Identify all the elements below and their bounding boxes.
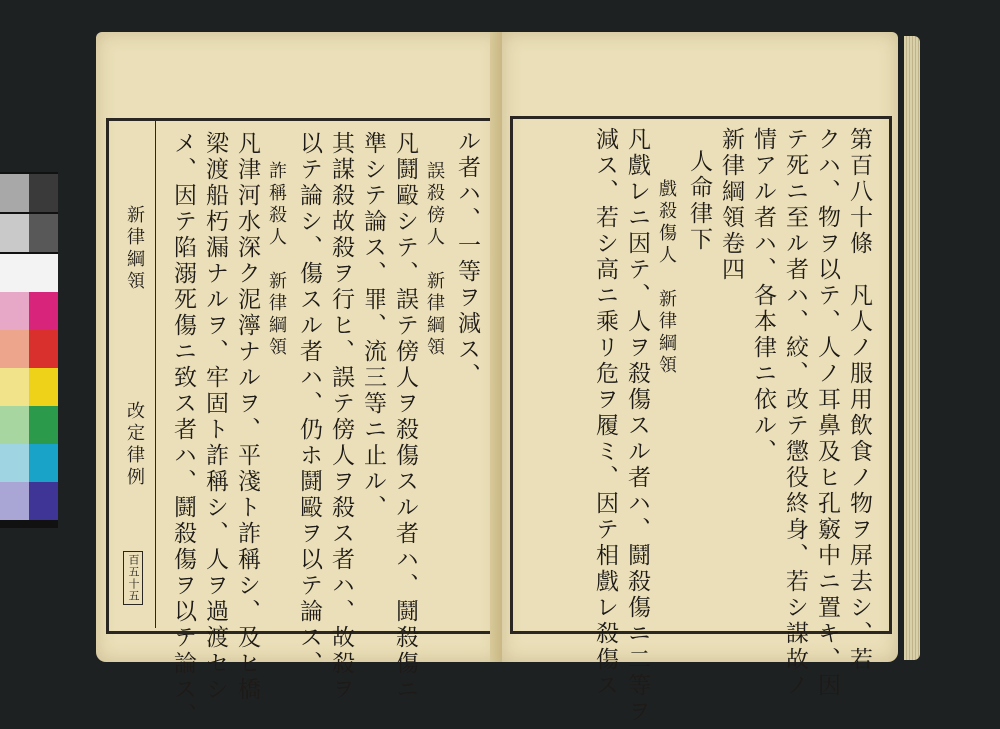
text-column: 以テ論シ、傷スル者ハ、仍ホ鬪毆ヲ以テ論ス、 (296, 131, 322, 677)
open-book (92, 20, 920, 729)
left-page (96, 32, 500, 729)
swatch (0, 406, 29, 444)
swatch (0, 330, 29, 368)
right-page (502, 32, 898, 725)
text-column: 其謀殺故殺ヲ行ヒ、誤テ傍人ヲ殺ス者ハ、故殺ヲ (328, 131, 354, 703)
section-heading: 詐稱殺人 新律綱領 (266, 161, 287, 359)
text-column: 梁渡船朽漏ナルヲ、牢固ト詐稱シ、人ヲ過渡セシ (202, 131, 228, 703)
swatch (29, 444, 58, 482)
swatch (0, 292, 29, 330)
swatch (29, 292, 58, 330)
volume-title: 新律綱領卷四 (718, 127, 744, 283)
text-column: 凡鬪毆シテ、誤テ傍人ヲ殺傷スル者ハ、鬪殺傷ニ (392, 131, 418, 703)
color-calibration-chart (0, 172, 58, 528)
text-column: テ死ニ至ル者ハ、絞、改テ懲役終身、若シ謀故ノ (782, 127, 808, 699)
swatch (0, 368, 29, 406)
swatch (0, 254, 58, 292)
swatch (0, 444, 29, 482)
text-column: 準シテ論ス、罪、流三等ニ止ル、 (360, 131, 386, 521)
text-column: 凡戲レニ因テ、人ヲ殺傷スル者ハ、鬪殺傷ニ二等ヲ (624, 127, 650, 725)
swatch (0, 174, 29, 212)
swatch (29, 406, 58, 444)
article-text-column: 第百八十條 凡人ノ服用飲食ノ物ヲ屏去シ、若 (846, 127, 872, 673)
text-column: 情アル者ハ、各本律ニ依ル、 (750, 127, 776, 465)
swatch (29, 214, 58, 252)
swatch (29, 368, 58, 406)
text-column: 凡津河水深ク泥濘ナルヲ、平淺ト詐稱シ、及ヒ橋 (234, 131, 260, 703)
text-column: クハ、物ヲ以テ、人ノ耳鼻及ヒ孔竅中ニ置キ、因 (814, 127, 840, 699)
swatch (29, 174, 58, 212)
swatch (29, 482, 58, 520)
swatch (0, 214, 29, 252)
margin-book-title: 新律綱領 (124, 205, 145, 293)
text-column: 減ス、若シ高ニ乘リ危ヲ履ミ、因テ相戲レ殺傷ス (592, 127, 618, 699)
text-column: メ、因テ陷溺死傷ニ致ス者ハ、鬪殺傷ヲ以テ論ス、 (170, 131, 196, 729)
swatch (0, 482, 29, 520)
chapter-title: 人命律下 (686, 149, 712, 253)
section-heading: 誤殺傍人 新律綱領 (424, 161, 445, 359)
page-number: 百五十五 (123, 551, 143, 605)
swatch (29, 330, 58, 368)
left-page-frame (106, 118, 496, 729)
margin-subtitle: 改定律例 (124, 401, 145, 489)
right-page-frame (510, 116, 892, 725)
page-edges (904, 36, 920, 660)
section-heading: 戲殺傷人 新律綱領 (656, 179, 677, 377)
left-margin-rule (155, 118, 156, 628)
text-column: ル者ハ、一等ヲ減ス、 (454, 129, 480, 389)
